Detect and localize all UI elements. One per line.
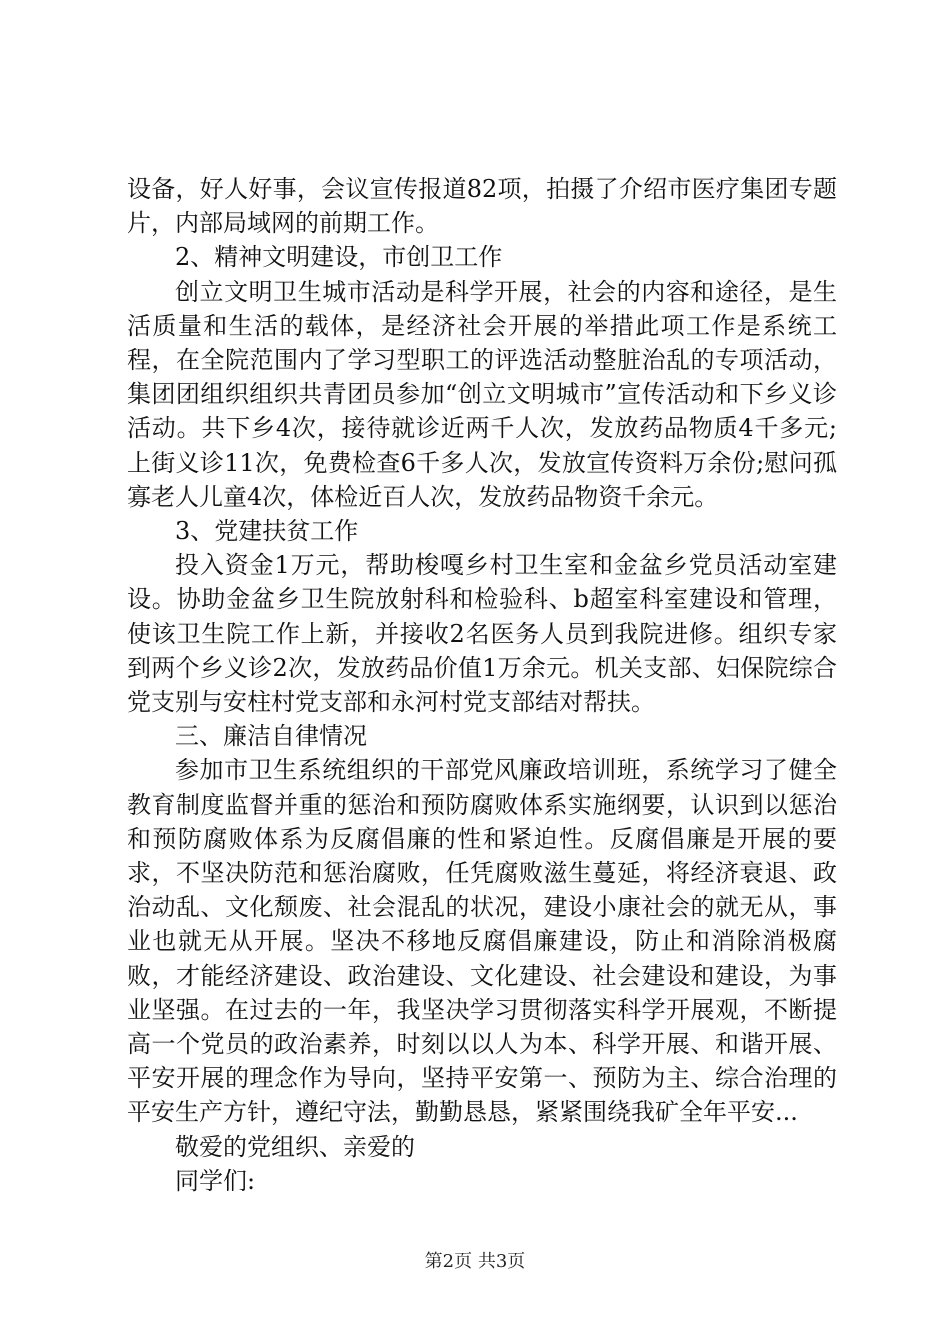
section-heading-poverty: 3、党建扶贫工作 bbox=[175, 517, 359, 546]
paragraph-continued: 设备，好人好事，会议宣传报道82项，拍摄了介绍市医疗集团专题片，内部局域网的前期工作。 bbox=[127, 175, 837, 238]
paragraph-civilization: 创立文明卫生城市活动是科学开展，社会的内容和途径，是生活质量和生活的载体，是经济社会开展的举措此项工作是系统工程，在全院范围内了学习型职工的评选活动整脏治乱的专项活动，集团团组织组织共青团员参加“创立文明城市”宣传活动和下乡义诊活动。共下乡4次，接待就诊近两千人次，发放药品物质4千多元;上街义诊11次，免费检查6千多人次，发放宣传资料万余份;慰问孤寡老人儿童4次，体检近百人次，发放药品物资千余元。 bbox=[127, 277, 837, 511]
document-body bbox=[127, 172, 837, 1198]
paragraph-poverty: 投入资金1万元，帮助梭嘎乡村卫生室和金盆乡党员活动室建设。协助金盆乡卫生院放射科和检验科、b超室科室建设和管理，使该卫生院工作上新，并接收2名医务人员到我院进修。组织专家到两个乡义诊2次，发放药品价值1万余元。机关支部、妇保院综合党支别与安柱村党支部和永河村党支部结对帮扶。 bbox=[127, 551, 837, 717]
salutation-line-1: 敬爱的党组织、亲爱的 bbox=[175, 1132, 415, 1161]
paragraph-integrity: 参加市卫生系统组织的干部党风廉政培训班，系统学习了健全教育制度监督并重的惩治和预防腐败体系实施纲要，认识到以惩治和预防腐败体系为反腐倡廉的性和紧迫性。反腐倡廉是开展的要求，不坚决防范和惩治腐败，任凭腐败滋生蔓延，将经济衰退、政治动乱、文化颓废、社会混乱的状况，建设小康社会的就无从，事业也就无从开展。坚决不移地反腐倡廉建设，防止和消除消极腐败，才能经济建设、政治建设、文化建设、社会建设和建设，为事业坚强。在过去的一年，我坚决学习贯彻落实科学开展观，不断提高一个党员的政治素养，时刻以以人为本、科学开展、和谐开展、平安开展的理念作为导向，坚持平安第一、预防为主、综合治理的平安生产方针，遵纪守法，勤勤恳恳，紧紧围绕我矿全年平安... bbox=[127, 756, 837, 1127]
section-heading-civilization: 2、精神文明建设，市创卫工作 bbox=[175, 243, 503, 272]
salutation-line-2: 同学们: bbox=[175, 1166, 256, 1195]
page-number-footer: 第2页 共3页 bbox=[424, 1251, 526, 1272]
section-heading-integrity: 三、廉洁自律情况 bbox=[175, 722, 367, 751]
